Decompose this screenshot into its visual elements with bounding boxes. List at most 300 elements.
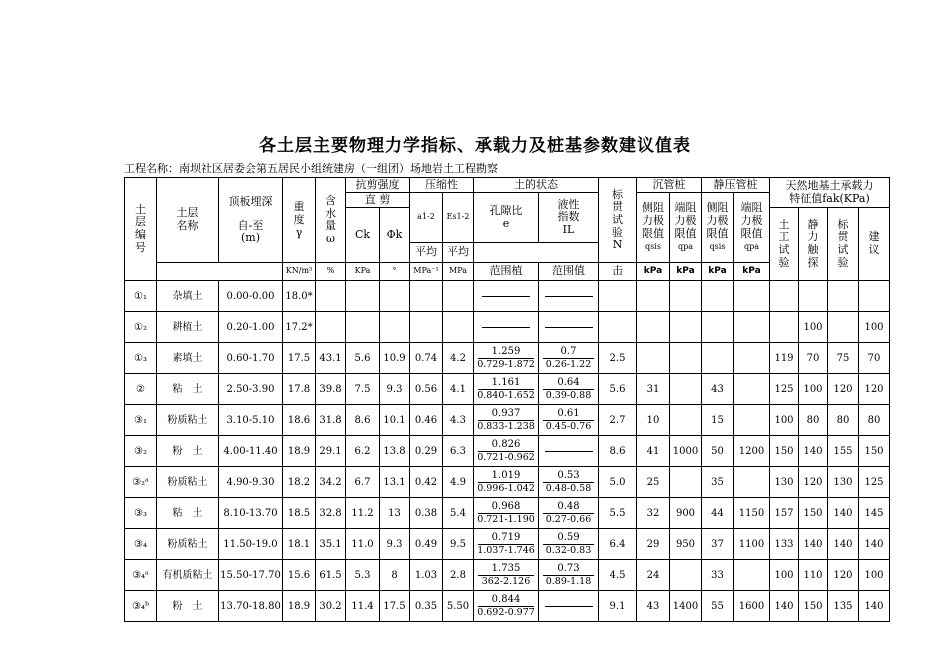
unit-q2: kPa <box>670 263 702 281</box>
cell-gamma: 17.5 <box>283 343 316 374</box>
average-value: 0.64 <box>543 377 594 390</box>
header-water-content: 含水量 ω <box>316 178 346 263</box>
range-value: 0.45-0.76 <box>545 420 592 432</box>
cell-fak-suggest: 120 <box>859 374 890 405</box>
cell-liquidity-index <box>539 281 599 312</box>
header-sinking-pile: 沉管桩 <box>637 178 702 193</box>
fraction-value <box>539 377 598 401</box>
cell-q-tip-1 <box>670 405 702 436</box>
average-value: 0.61 <box>543 408 594 421</box>
cell-q-side-2: 43 <box>702 374 734 405</box>
cell-layer-name: 素填土 <box>157 343 219 374</box>
cell-depth: 4.00-11.40 <box>219 436 283 467</box>
fraction-value <box>539 408 598 432</box>
table-row <box>125 436 890 467</box>
header-tip-resistance-2: 端阻力极限值 qpa <box>734 193 770 263</box>
cell-phik: 10.1 <box>380 405 410 436</box>
cell-q-side-2: 35 <box>702 467 734 498</box>
cell-layer-name: 粉质粘土 <box>157 405 219 436</box>
cell-q-side-2: 15 <box>702 405 734 436</box>
cell-q-tip-1 <box>670 281 702 312</box>
cell-a12: 0.42 <box>410 467 443 498</box>
fraction-value <box>474 439 538 463</box>
cell-q-side-1: 29 <box>637 529 670 560</box>
fraction-value <box>474 470 538 494</box>
cell-q-side-2 <box>702 281 734 312</box>
average-value: 0.719 <box>478 532 534 545</box>
unit-q4: kPa <box>734 263 770 281</box>
cell-layer-no: ③₂ <box>125 436 157 467</box>
cell-q-tip-1: 950 <box>670 529 702 560</box>
range-value: 0.833-1.238 <box>477 420 535 432</box>
cell-fak-lab <box>770 281 799 312</box>
cell-fak-lab: 150 <box>770 436 799 467</box>
fraction-value <box>539 346 598 370</box>
cell-fak-lab: 157 <box>770 498 799 529</box>
header-layer-name: 土层名称 <box>157 178 219 263</box>
average-value: 0.937 <box>478 408 534 421</box>
cell-q-tip-2 <box>734 374 770 405</box>
cell-fak-spt: 140 <box>828 498 859 529</box>
unit-spacer <box>157 263 283 281</box>
unit-spt: 击 <box>599 263 637 281</box>
cell-liquidity-index <box>539 405 599 436</box>
cell-ck: 6.2 <box>346 436 380 467</box>
cell-a12 <box>410 281 443 312</box>
cell-q-side-1: 25 <box>637 467 670 498</box>
cell-es12 <box>443 312 474 343</box>
cell-es12: 6.3 <box>443 436 474 467</box>
cell-fak-spt: 135 <box>828 591 859 622</box>
cell-void-ratio <box>474 498 539 529</box>
cell-q-side-2: 44 <box>702 498 734 529</box>
empty-dash <box>545 606 593 607</box>
header-layer-no: 土层编号 <box>125 178 157 281</box>
cell-liquidity-index <box>539 436 599 467</box>
cell-q-tip-2 <box>734 312 770 343</box>
cell-depth: 0.60-1.70 <box>219 343 283 374</box>
cell-gamma: 15.6 <box>283 560 316 591</box>
cell-void-ratio <box>474 374 539 405</box>
cell-phik: 10.9 <box>380 343 410 374</box>
cell-fak-suggest: 70 <box>859 343 890 374</box>
header-es12: Es1-2 <box>443 193 474 243</box>
cell-q-tip-1 <box>670 560 702 591</box>
cell-spt: 6.4 <box>599 529 637 560</box>
range-value: 0.721-0.962 <box>477 451 535 463</box>
cell-void-ratio <box>474 281 539 312</box>
table-row <box>125 529 890 560</box>
cell-fak-cpt: 80 <box>799 405 828 436</box>
cell-fak-suggest: 100 <box>859 312 890 343</box>
empty-dash <box>482 327 530 328</box>
fraction-value <box>474 346 538 370</box>
table-row <box>125 281 890 312</box>
cell-fak-spt: 155 <box>828 436 859 467</box>
cell-q-tip-2 <box>734 467 770 498</box>
average-value: 0.7 <box>543 346 594 359</box>
cell-a12: 0.35 <box>410 591 443 622</box>
average-value: 0.48 <box>543 501 594 514</box>
cell-ck <box>346 281 380 312</box>
cell-layer-no: ③₄ᵇ <box>125 591 157 622</box>
cell-q-tip-1 <box>670 374 702 405</box>
cell-ck: 5.3 <box>346 560 380 591</box>
cell-depth: 3.10-5.10 <box>219 405 283 436</box>
cell-phik: 13 <box>380 498 410 529</box>
range-value: 0.48-0.58 <box>545 482 592 494</box>
average-value: 1.735 <box>478 563 534 576</box>
cell-liquidity-index <box>539 374 599 405</box>
cell-layer-no: ② <box>125 374 157 405</box>
cell-q-side-1 <box>637 281 670 312</box>
cell-gamma: 18.6 <box>283 405 316 436</box>
header-bearing-capacity: 天然地基土承载力 特征值fak(KPa) <box>770 178 890 208</box>
header-lab-test: 土工试验 <box>770 208 799 281</box>
cell-fak-suggest <box>859 281 890 312</box>
cell-liquidity-index <box>539 343 599 374</box>
cell-fak-suggest: 125 <box>859 467 890 498</box>
unit-e-range: 范围植 <box>474 263 539 281</box>
unit-q3: kPa <box>702 263 734 281</box>
average-value: 0.53 <box>543 470 594 483</box>
fraction-value <box>539 532 598 556</box>
average-value: 1.019 <box>478 470 534 483</box>
cell-liquidity-index <box>539 560 599 591</box>
header-side-friction-2: 侧阻力极限值 qsis <box>702 193 734 263</box>
unit-a: MPa⁻¹ <box>410 263 443 281</box>
cell-ck: 8.6 <box>346 405 380 436</box>
table-row <box>125 405 890 436</box>
cell-fak-cpt: 100 <box>799 312 828 343</box>
range-value: 1.037-1.746 <box>477 544 535 556</box>
average-value: 0.968 <box>478 501 534 514</box>
cell-phik: 8 <box>380 560 410 591</box>
unit-q1: kPa <box>637 263 670 281</box>
cell-q-side-2: 55 <box>702 591 734 622</box>
header-avg-e: 平均 <box>410 243 443 263</box>
cell-es12: 4.3 <box>443 405 474 436</box>
cell-q-side-1 <box>637 312 670 343</box>
cell-fak-cpt: 110 <box>799 560 828 591</box>
cell-layer-name: 粉 土 <box>157 436 219 467</box>
cell-phik: 17.5 <box>380 591 410 622</box>
table-row <box>125 560 890 591</box>
cell-q-side-1: 24 <box>637 560 670 591</box>
cell-q-side-2: 33 <box>702 560 734 591</box>
cell-fak-lab <box>770 312 799 343</box>
cell-water-content: 61.5 <box>316 560 346 591</box>
unit-phi: ° <box>380 263 410 281</box>
cell-a12 <box>410 312 443 343</box>
soil-parameter-table <box>124 177 890 622</box>
cell-es12: 9.5 <box>443 529 474 560</box>
cell-fak-cpt: 100 <box>799 374 828 405</box>
cell-q-tip-2 <box>734 405 770 436</box>
cell-depth: 0.20-1.00 <box>219 312 283 343</box>
fraction-value <box>539 470 598 494</box>
range-value: 0.996-1.042 <box>477 482 535 494</box>
cell-gamma: 18.1 <box>283 529 316 560</box>
cell-layer-no: ①₃ <box>125 343 157 374</box>
cell-water-content: 34.2 <box>316 467 346 498</box>
cell-spt: 2.5 <box>599 343 637 374</box>
cell-es12: 5.50 <box>443 591 474 622</box>
cell-layer-name: 粘 土 <box>157 498 219 529</box>
cell-q-tip-2: 1100 <box>734 529 770 560</box>
range-value: 0.692-0.977 <box>477 606 535 618</box>
cell-q-side-1: 10 <box>637 405 670 436</box>
project-name: 工程名称：南坝社区居委会第五居民小组统建房（一组团）场地岩土工程勘察 <box>124 162 498 175</box>
cell-water-content: 31.8 <box>316 405 346 436</box>
cell-fak-spt: 80 <box>828 405 859 436</box>
range-value: 362-2.126 <box>481 575 531 587</box>
cell-es12: 4.1 <box>443 374 474 405</box>
cell-spt: 4.5 <box>599 560 637 591</box>
cell-water-content <box>316 312 346 343</box>
cell-q-tip-1: 1000 <box>670 436 702 467</box>
cell-depth: 11.50-19.0 <box>219 529 283 560</box>
cell-liquidity-index <box>539 312 599 343</box>
cell-liquidity-index <box>539 529 599 560</box>
cell-q-side-1: 32 <box>637 498 670 529</box>
table-row <box>125 467 890 498</box>
cell-es12 <box>443 281 474 312</box>
cell-water-content: 30.2 <box>316 591 346 622</box>
fraction-value <box>474 501 538 525</box>
header-direct-shear: 直 剪 <box>346 193 410 208</box>
cell-layer-no: ③₁ <box>125 405 157 436</box>
cell-layer-name: 粉 土 <box>157 591 219 622</box>
cell-fak-suggest: 145 <box>859 498 890 529</box>
cell-spt: 5.0 <box>599 467 637 498</box>
range-value: 0.89-1.18 <box>545 575 592 587</box>
cell-water-content: 32.8 <box>316 498 346 529</box>
cell-a12: 0.38 <box>410 498 443 529</box>
cell-layer-no: ③₄ᵃ <box>125 560 157 591</box>
cell-spt: 5.6 <box>599 374 637 405</box>
cell-fak-spt <box>828 281 859 312</box>
cell-fak-lab: 130 <box>770 467 799 498</box>
cell-ck <box>346 312 380 343</box>
cell-depth: 15.50-17.70 <box>219 560 283 591</box>
cell-fak-lab: 125 <box>770 374 799 405</box>
empty-dash <box>482 296 530 297</box>
fraction-value <box>539 563 598 587</box>
table-row <box>125 374 890 405</box>
empty-dash <box>545 327 593 328</box>
cell-phik: 13.1 <box>380 467 410 498</box>
cell-q-side-2: 37 <box>702 529 734 560</box>
cell-a12: 0.46 <box>410 405 443 436</box>
cell-fak-suggest: 140 <box>859 529 890 560</box>
cell-q-tip-1 <box>670 343 702 374</box>
cell-gamma: 18.0* <box>283 281 316 312</box>
cell-fak-lab: 133 <box>770 529 799 560</box>
cell-gamma: 17.8 <box>283 374 316 405</box>
table-row <box>125 312 890 343</box>
cell-q-side-2 <box>702 343 734 374</box>
fraction-value <box>474 377 538 401</box>
cell-fak-spt: 75 <box>828 343 859 374</box>
header-spt-bearing: 标贯试验 <box>828 208 859 281</box>
cell-fak-spt: 120 <box>828 560 859 591</box>
range-value: 0.27-0.66 <box>545 513 592 525</box>
table-row <box>125 343 890 374</box>
range-value: 0.26-1.22 <box>545 358 592 370</box>
cell-q-tip-2: 1600 <box>734 591 770 622</box>
cell-water-content: 29.1 <box>316 436 346 467</box>
cell-a12: 0.29 <box>410 436 443 467</box>
cell-depth: 2.50-3.90 <box>219 374 283 405</box>
cell-gamma: 18.2 <box>283 467 316 498</box>
cell-es12: 4.9 <box>443 467 474 498</box>
header-shear-strength: 抗剪强度 <box>346 178 410 193</box>
range-value: 0.39-0.88 <box>545 389 592 401</box>
range-value: 0.32-0.83 <box>545 544 592 556</box>
cell-q-tip-2 <box>734 560 770 591</box>
cell-fak-cpt <box>799 281 828 312</box>
cell-q-side-2: 50 <box>702 436 734 467</box>
cell-ck: 11.2 <box>346 498 380 529</box>
cell-spt: 8.6 <box>599 436 637 467</box>
cell-phik <box>380 281 410 312</box>
cell-layer-name: 有机质粘土 <box>157 560 219 591</box>
header-avg-il: 平均 <box>443 243 474 263</box>
cell-a12: 0.49 <box>410 529 443 560</box>
header-compressibility: 压缩性 <box>410 178 474 193</box>
header-phik: Φk <box>380 208 410 263</box>
cell-spt: 5.5 <box>599 498 637 529</box>
cell-q-side-1: 31 <box>637 374 670 405</box>
cell-spt <box>599 281 637 312</box>
cell-fak-cpt: 150 <box>799 498 828 529</box>
empty-dash <box>545 451 593 452</box>
cell-layer-no: ③₂ᵃ <box>125 467 157 498</box>
cell-layer-no: ③₄ <box>125 529 157 560</box>
cell-layer-no: ③₃ <box>125 498 157 529</box>
unit-w: % <box>316 263 346 281</box>
cell-a12: 0.74 <box>410 343 443 374</box>
header-cpt: 静力触探 <box>799 208 828 281</box>
header-side-friction-1: 侧阻力极限值 qsis <box>637 193 670 263</box>
fraction-value <box>474 408 538 432</box>
cell-fak-suggest: 80 <box>859 405 890 436</box>
average-value: 0.844 <box>478 594 534 607</box>
cell-fak-lab: 140 <box>770 591 799 622</box>
average-value: 0.73 <box>543 563 594 576</box>
average-value: 1.161 <box>478 377 534 390</box>
table-title: 各土层主要物理力学指标、承载力及桩基参数建议值表 <box>259 136 691 156</box>
cell-q-tip-1 <box>670 312 702 343</box>
cell-q-tip-2: 1150 <box>734 498 770 529</box>
cell-ck: 6.7 <box>346 467 380 498</box>
cell-ck: 11.4 <box>346 591 380 622</box>
cell-layer-name: 杂填土 <box>157 281 219 312</box>
cell-layer-no: ①₁ <box>125 281 157 312</box>
average-value: 0.59 <box>543 532 594 545</box>
header-ck: Ck <box>346 208 380 263</box>
table-row <box>125 591 890 622</box>
cell-void-ratio <box>474 436 539 467</box>
cell-q-tip-1: 900 <box>670 498 702 529</box>
data-rows <box>125 281 890 622</box>
cell-phik: 9.3 <box>380 529 410 560</box>
cell-es12: 2.8 <box>443 560 474 591</box>
cell-phik <box>380 312 410 343</box>
cell-q-tip-2 <box>734 281 770 312</box>
cell-fak-spt <box>828 312 859 343</box>
header-soil-state: 土的状态 <box>474 178 599 193</box>
cell-ck: 5.6 <box>346 343 380 374</box>
header-static-pile: 静压管桩 <box>702 178 770 193</box>
header-row-1 <box>125 178 890 193</box>
cell-water-content <box>316 281 346 312</box>
cell-depth: 4.90-9.30 <box>219 467 283 498</box>
cell-spt <box>599 312 637 343</box>
header-a12: a1-2 <box>410 193 443 243</box>
table-row <box>125 498 890 529</box>
cell-q-tip-2: 1200 <box>734 436 770 467</box>
cell-a12: 1.03 <box>410 560 443 591</box>
cell-liquidity-index <box>539 498 599 529</box>
unit-gamma: KN/m³ <box>283 263 316 281</box>
cell-void-ratio <box>474 591 539 622</box>
cell-gamma: 18.9 <box>283 436 316 467</box>
header-unit-weight: 重度 γ <box>283 178 316 263</box>
cell-fak-lab: 100 <box>770 405 799 436</box>
unit-ck: KPa <box>346 263 380 281</box>
cell-fak-cpt: 150 <box>799 591 828 622</box>
cell-layer-name: 粉质粘土 <box>157 529 219 560</box>
cell-gamma: 18.9 <box>283 591 316 622</box>
empty-dash <box>545 296 593 297</box>
range-value: 0.721-1.190 <box>477 513 535 525</box>
fraction-value <box>474 532 538 556</box>
cell-fak-suggest: 140 <box>859 591 890 622</box>
cell-q-tip-1 <box>670 467 702 498</box>
cell-void-ratio <box>474 560 539 591</box>
average-value: 1.259 <box>478 346 534 359</box>
cell-void-ratio <box>474 343 539 374</box>
cell-q-side-1: 43 <box>637 591 670 622</box>
cell-fak-cpt: 140 <box>799 436 828 467</box>
fraction-value <box>539 501 598 525</box>
cell-layer-name: 粘 土 <box>157 374 219 405</box>
fraction-value <box>474 563 538 587</box>
cell-ck: 11.0 <box>346 529 380 560</box>
cell-water-content: 39.8 <box>316 374 346 405</box>
cell-fak-cpt: 120 <box>799 467 828 498</box>
header-depth: 顶板埋深 自-至 (m) <box>219 178 283 263</box>
unit-es: MPa <box>443 263 474 281</box>
cell-gamma: 18.5 <box>283 498 316 529</box>
cell-water-content: 35.1 <box>316 529 346 560</box>
cell-layer-name: 耕植土 <box>157 312 219 343</box>
cell-phik: 13.8 <box>380 436 410 467</box>
cell-gamma: 17.2* <box>283 312 316 343</box>
cell-spt: 2.7 <box>599 405 637 436</box>
average-value: 0.826 <box>478 439 534 452</box>
cell-ck: 7.5 <box>346 374 380 405</box>
cell-void-ratio <box>474 405 539 436</box>
cell-q-side-2 <box>702 312 734 343</box>
header-suggest: 建议 <box>859 208 890 281</box>
cell-layer-no: ①₂ <box>125 312 157 343</box>
cell-fak-spt: 120 <box>828 374 859 405</box>
cell-fak-suggest: 100 <box>859 560 890 591</box>
header-spt: 标贯试验 N <box>599 178 637 263</box>
